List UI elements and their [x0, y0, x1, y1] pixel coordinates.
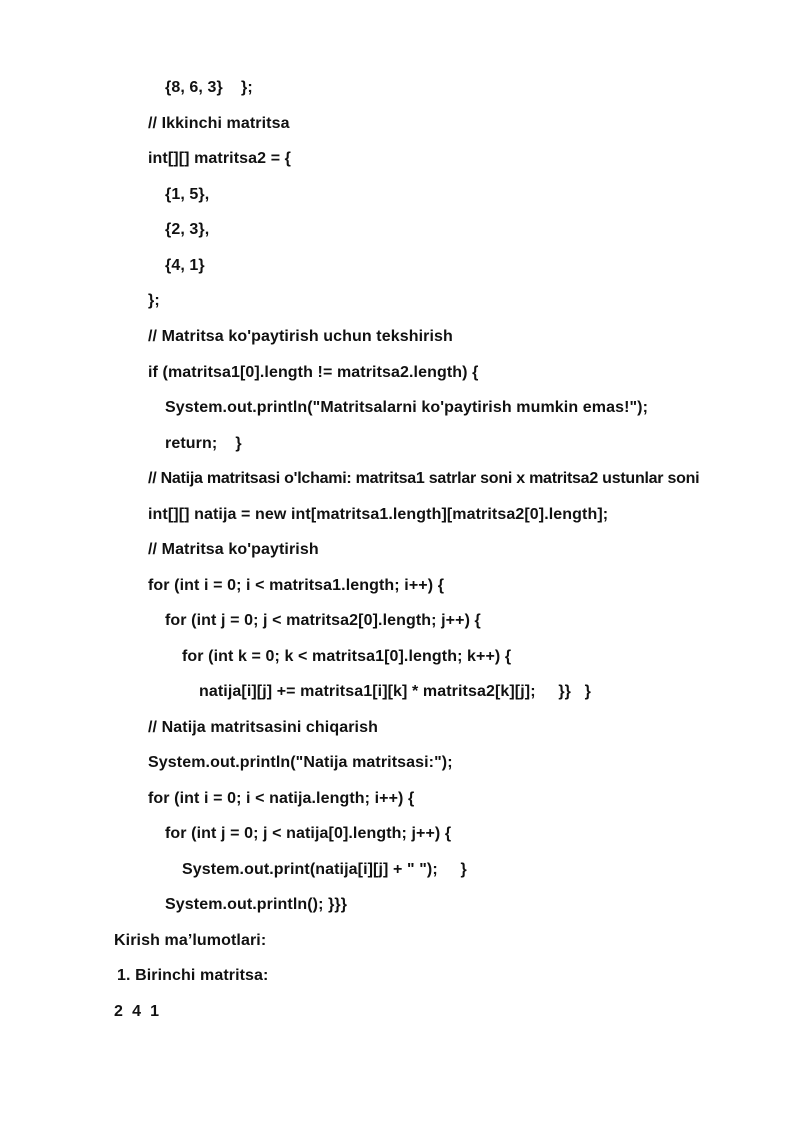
- section-heading: Kirish ma’lumotlari:: [114, 932, 267, 949]
- code-line: System.out.println("Natija matritsasi:");: [148, 754, 453, 771]
- code-comment: // Natija matritsasini chiqarish: [148, 719, 378, 736]
- code-line: int[][] natija = new int[matritsa1.length][matritsa2[0].length];: [148, 506, 609, 523]
- code-line: {2, 3},: [165, 221, 210, 238]
- matrix-row: 2 4 1: [114, 1003, 160, 1020]
- code-line: if (matritsa1[0].length != matritsa2.length) {: [148, 364, 479, 381]
- code-comment: // Ikkinchi matritsa: [148, 115, 290, 132]
- code-line: for (int i = 0; i < natija.length; i++) {: [148, 790, 415, 807]
- code-line: return; }: [165, 435, 242, 452]
- code-line: };: [148, 292, 160, 309]
- code-line: int[][] matritsa2 = {: [148, 150, 292, 167]
- code-line: for (int j = 0; j < matritsa2[0].length; j++) {: [165, 612, 481, 629]
- code-line: natija[i][j] += matritsa1[i][k] * matritsa2[k][j]; }} }: [199, 683, 591, 700]
- code-comment: // Natija matritsasi o'lchami: matritsa1 satrlar soni x matritsa2 ustunlar soni: [148, 470, 700, 487]
- code-line: for (int i = 0; i < matritsa1.length; i++) {: [148, 577, 445, 594]
- code-line: System.out.println("Matritsalarni ko'paytirish mumkin emas!");: [165, 399, 649, 416]
- list-item: 1. Birinchi matritsa:: [117, 967, 269, 984]
- code-line: for (int k = 0; k < matritsa1[0].length; k++) {: [182, 648, 512, 665]
- code-comment: // Matritsa ko'paytirish uchun tekshirish: [148, 328, 453, 345]
- code-comment: // Matritsa ko'paytirish: [148, 541, 319, 558]
- code-line: {4, 1}: [165, 257, 205, 274]
- code-line: {8, 6, 3} };: [165, 79, 253, 96]
- code-line: for (int j = 0; j < natija[0].length; j++) {: [165, 825, 452, 842]
- code-line: {1, 5},: [165, 186, 210, 203]
- code-line: System.out.print(natija[i][j] + " "); }: [182, 861, 467, 878]
- code-line: System.out.println(); }}}: [165, 896, 348, 913]
